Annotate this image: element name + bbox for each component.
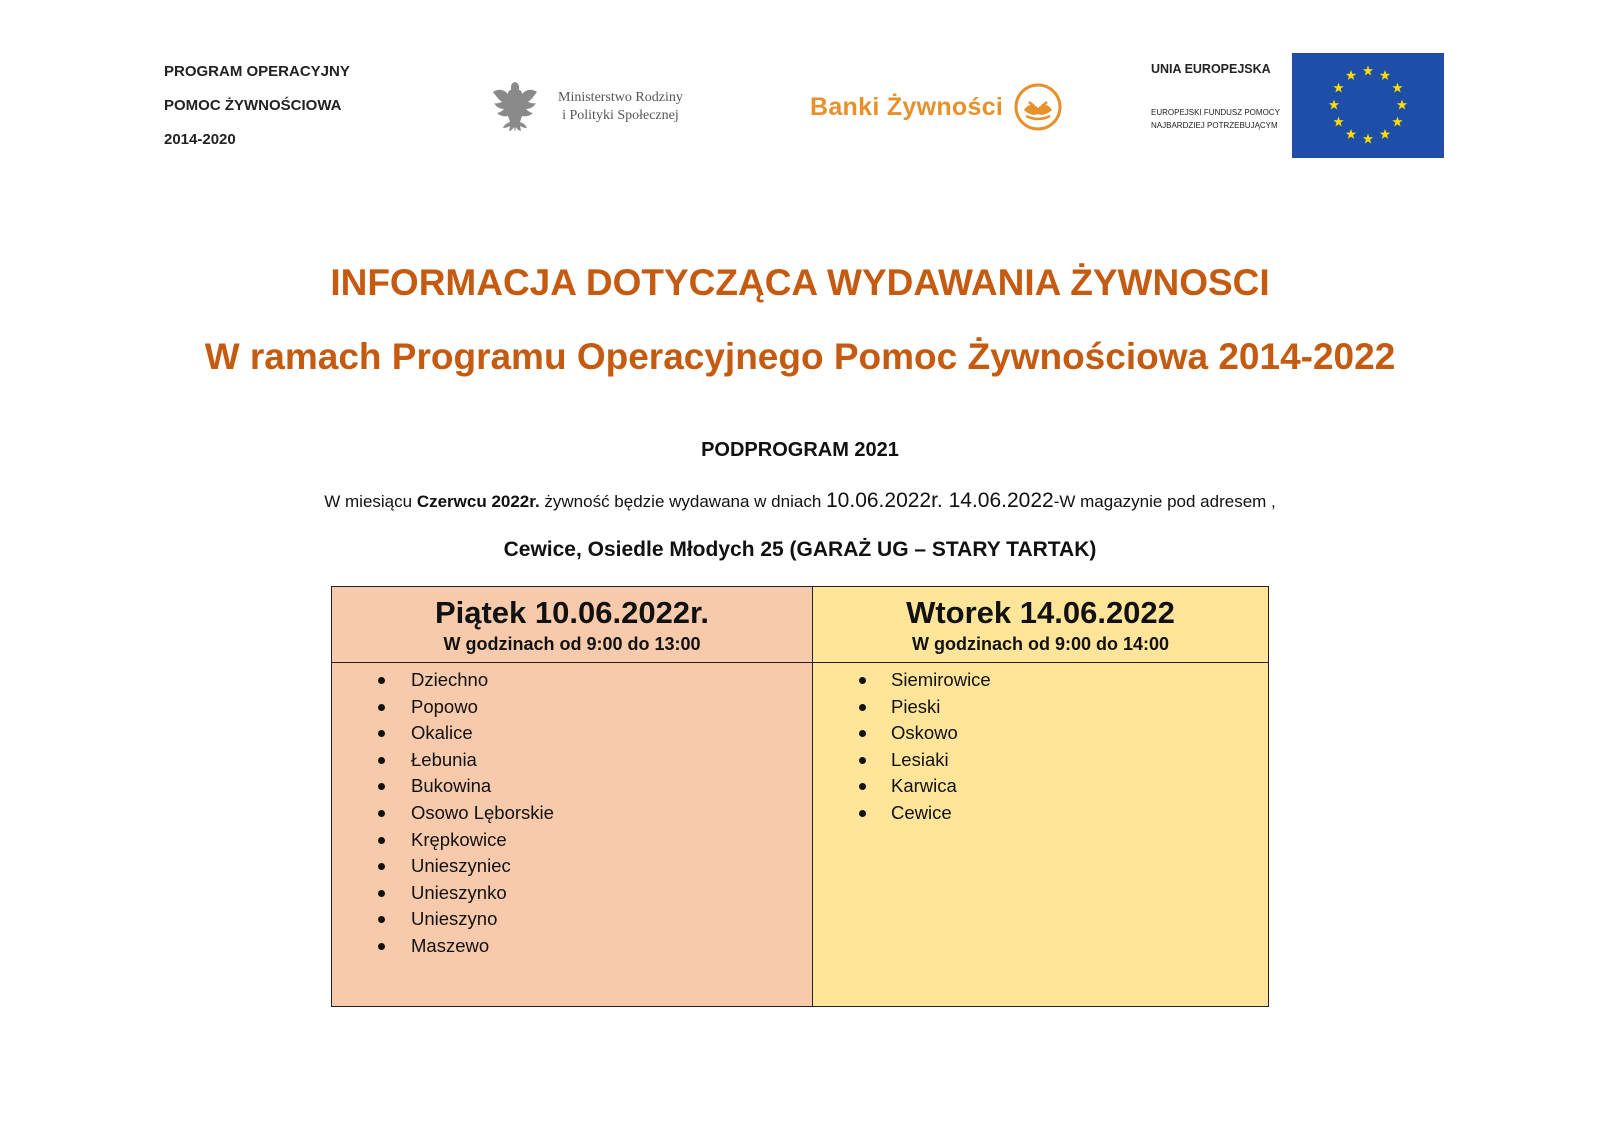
list-item: Popowo <box>332 694 812 721</box>
eagle-emblem-icon <box>488 78 544 136</box>
column-header <box>813 587 1268 663</box>
places-list <box>332 663 812 960</box>
month-prefix: W miesiącu <box>324 492 417 511</box>
list-item: Siemirowice <box>813 667 1268 694</box>
ministry-line-1: Ministerstwo Rodziny <box>558 90 683 105</box>
program-line-1: PROGRAM OPERACYJNY <box>164 63 350 80</box>
hours-label: W godzinach od 9:00 do 14:00 <box>911 634 1170 654</box>
eu-flag-icon <box>1292 53 1444 158</box>
eu-label <box>1151 62 1280 132</box>
distribution-info <box>0 489 1600 513</box>
eu-title: UNIA EUROPEJSKA <box>1151 62 1271 76</box>
list-item: Osowo Lęborskie <box>332 800 812 827</box>
month-suffix: -W magazynie pod adresem , <box>1053 492 1276 511</box>
list-item: Lesiaki <box>813 747 1268 774</box>
program-line-3: 2014-2020 <box>164 131 236 148</box>
program-line-2: POMOC ŻYWNOŚCIOWA <box>164 97 342 114</box>
distribution-dates: 10.06.2022r. 14.06.2022 <box>826 489 1054 512</box>
hours-label: W godzinach od 9:00 do 13:00 <box>443 634 701 654</box>
schedule-table <box>331 586 1269 1007</box>
list-item: Dziechno <box>332 667 812 694</box>
ministry-line-2: i Polityki Społecznej <box>562 108 679 123</box>
food-bank-emblem-icon <box>1013 82 1063 132</box>
list-item: Łebunia <box>332 747 812 774</box>
program-label <box>164 55 350 157</box>
banki-zywnosci-logo <box>810 82 1063 132</box>
eu-sub-line-1: EUROPEJSKI FUNDUSZ POMOCY <box>1151 108 1280 117</box>
day-title: Wtorek 14.06.2022 <box>906 595 1175 630</box>
list-item: Oskowo <box>813 720 1268 747</box>
warehouse-address: Cewice, Osiedle Młodych 25 (GARAŻ UG – STARY TARTAK) <box>503 538 1097 561</box>
main-subtitle: W ramach Programu Operacyjnego Pomoc Żywnościowa 2014-2022 <box>204 336 1396 377</box>
main-title: INFORMACJA DOTYCZĄCA WYDAWANIA ŻYWNOSCI <box>330 262 1270 303</box>
ministry-logo <box>488 78 683 136</box>
eu-fund-name <box>1151 106 1280 132</box>
list-item: Unieszynko <box>332 880 812 907</box>
column-header <box>332 587 812 663</box>
places-list <box>813 663 1268 827</box>
list-item: Pieski <box>813 694 1268 721</box>
list-item: Unieszyniec <box>332 853 812 880</box>
list-item: Unieszyno <box>332 906 812 933</box>
schedule-column-tuesday <box>813 587 1268 1006</box>
eu-sub-line-2: NAJBARDZIEJ POTRZEBUJĄCYM <box>1151 121 1278 130</box>
ministry-name <box>558 89 683 125</box>
list-item: Cewice <box>813 800 1268 827</box>
day-title: Piątek 10.06.2022r. <box>434 595 710 630</box>
list-item: Maszewo <box>332 933 812 960</box>
list-item: Bukowina <box>332 773 812 800</box>
month-mid: żywność będzie wydawana w dniach <box>539 492 826 511</box>
list-item: Karwica <box>813 773 1268 800</box>
list-item: Okalice <box>332 720 812 747</box>
schedule-column-friday <box>332 587 813 1006</box>
month-name: Czerwcu 2022r. <box>416 492 540 511</box>
banki-label: Banki Żywności <box>810 92 1004 121</box>
subprogram-heading: PODPROGRAM 2021 <box>701 439 899 461</box>
list-item: Krępkowice <box>332 827 812 854</box>
